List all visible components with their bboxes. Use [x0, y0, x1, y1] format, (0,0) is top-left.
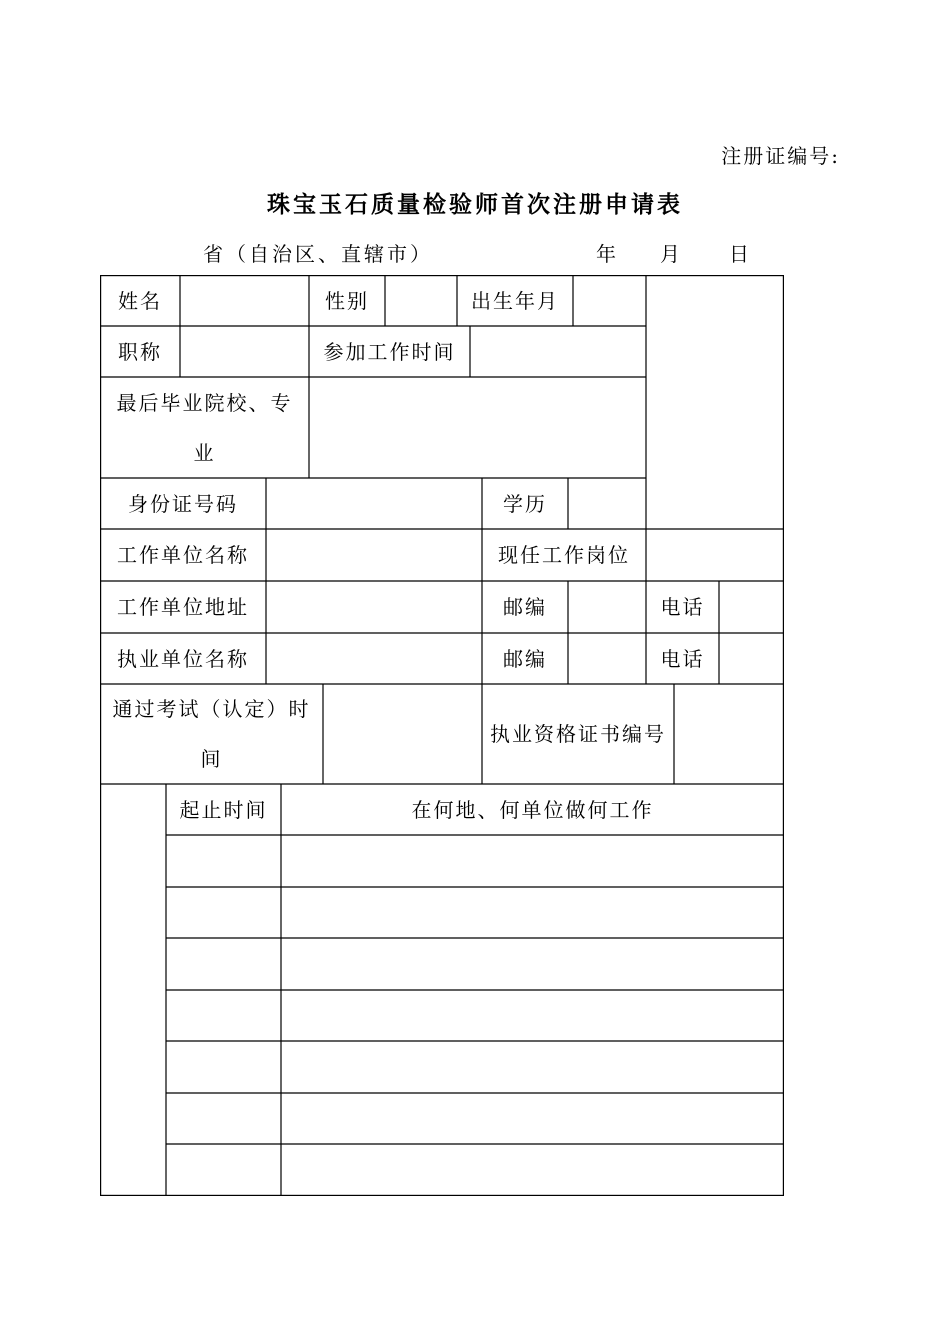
work-start-label: 参加工作时间	[323, 339, 456, 364]
title-label: 职称	[118, 339, 162, 364]
phone-label: 电话	[660, 595, 705, 619]
history-period-cell[interactable]	[166, 938, 281, 990]
photo-area[interactable]	[646, 275, 784, 529]
birth-date-input[interactable]	[573, 275, 646, 326]
gender-label: 性别	[325, 288, 369, 313]
birth-date-label: 出生年月	[471, 288, 559, 313]
position-label: 现任工作岗位	[498, 543, 630, 567]
id-number-input[interactable]	[266, 478, 482, 529]
history-detail-cell[interactable]	[281, 887, 784, 938]
work-detail-header: 在何地、何单位做何工作	[411, 797, 654, 822]
cert-no-label: 执业资格证书编号	[490, 722, 666, 746]
form-title: 珠宝玉石质量检验师首次注册申请表	[267, 191, 683, 218]
history-detail-cell[interactable]	[281, 990, 784, 1041]
month-label: 月	[660, 242, 683, 266]
history-detail-cell[interactable]	[281, 938, 784, 990]
title-input[interactable]	[180, 326, 309, 377]
history-period-cell[interactable]	[166, 1144, 281, 1196]
history-period-cell[interactable]	[166, 1041, 281, 1093]
education-label: 学历	[503, 491, 547, 516]
phone2-label: 电话	[660, 646, 705, 671]
employer-label: 工作单位名称	[117, 543, 249, 567]
history-period-cell[interactable]	[166, 887, 281, 938]
exam-time-input[interactable]	[323, 684, 482, 784]
work-start-input[interactable]	[470, 326, 646, 377]
name-label: 姓名	[118, 288, 162, 313]
postcode2-input[interactable]	[568, 633, 646, 684]
postcode-input[interactable]	[568, 581, 646, 633]
exam-time-label: 通过考试（认定）时间	[112, 697, 311, 771]
history-period-cell[interactable]	[166, 990, 281, 1041]
history-detail-cell[interactable]	[281, 835, 784, 887]
period-header: 起止时间	[179, 797, 268, 822]
school-label: 最后毕业院校、专业	[116, 390, 293, 465]
school-label-cell	[100, 377, 309, 478]
position-input[interactable]	[646, 529, 784, 581]
year-label: 年	[596, 242, 619, 266]
cert-no-label-cell	[482, 684, 674, 784]
gender-input[interactable]	[385, 275, 457, 326]
phone2-input[interactable]	[719, 633, 784, 684]
work-history-side-cell	[100, 784, 166, 1196]
practice-unit-label: 执业单位名称	[117, 646, 249, 671]
registration-form-table	[100, 275, 784, 1196]
id-number-label: 身份证号码	[128, 491, 238, 516]
employer-input[interactable]	[266, 529, 482, 581]
history-detail-cell[interactable]	[281, 1041, 784, 1093]
history-period-cell[interactable]	[166, 1093, 281, 1144]
history-detail-cell[interactable]	[281, 1093, 784, 1144]
day-label: 日	[729, 242, 752, 266]
phone-input[interactable]	[719, 581, 784, 633]
education-input[interactable]	[568, 478, 646, 529]
name-input[interactable]	[180, 275, 309, 326]
registration-number-label: 注册证编号:	[721, 144, 840, 168]
postcode2-label: 邮编	[503, 646, 547, 671]
employer-address-input[interactable]	[266, 581, 482, 633]
history-period-cell[interactable]	[166, 835, 281, 887]
postcode-label: 邮编	[503, 595, 547, 619]
exam-time-label-cell	[100, 684, 323, 784]
employer-address-label: 工作单位地址	[117, 595, 249, 619]
history-detail-cell[interactable]	[281, 1144, 784, 1196]
province-label: 省（自治区、直辖市）	[203, 242, 433, 266]
practice-unit-input[interactable]	[266, 633, 482, 684]
school-input[interactable]	[309, 377, 646, 478]
cert-no-input[interactable]	[674, 684, 784, 784]
